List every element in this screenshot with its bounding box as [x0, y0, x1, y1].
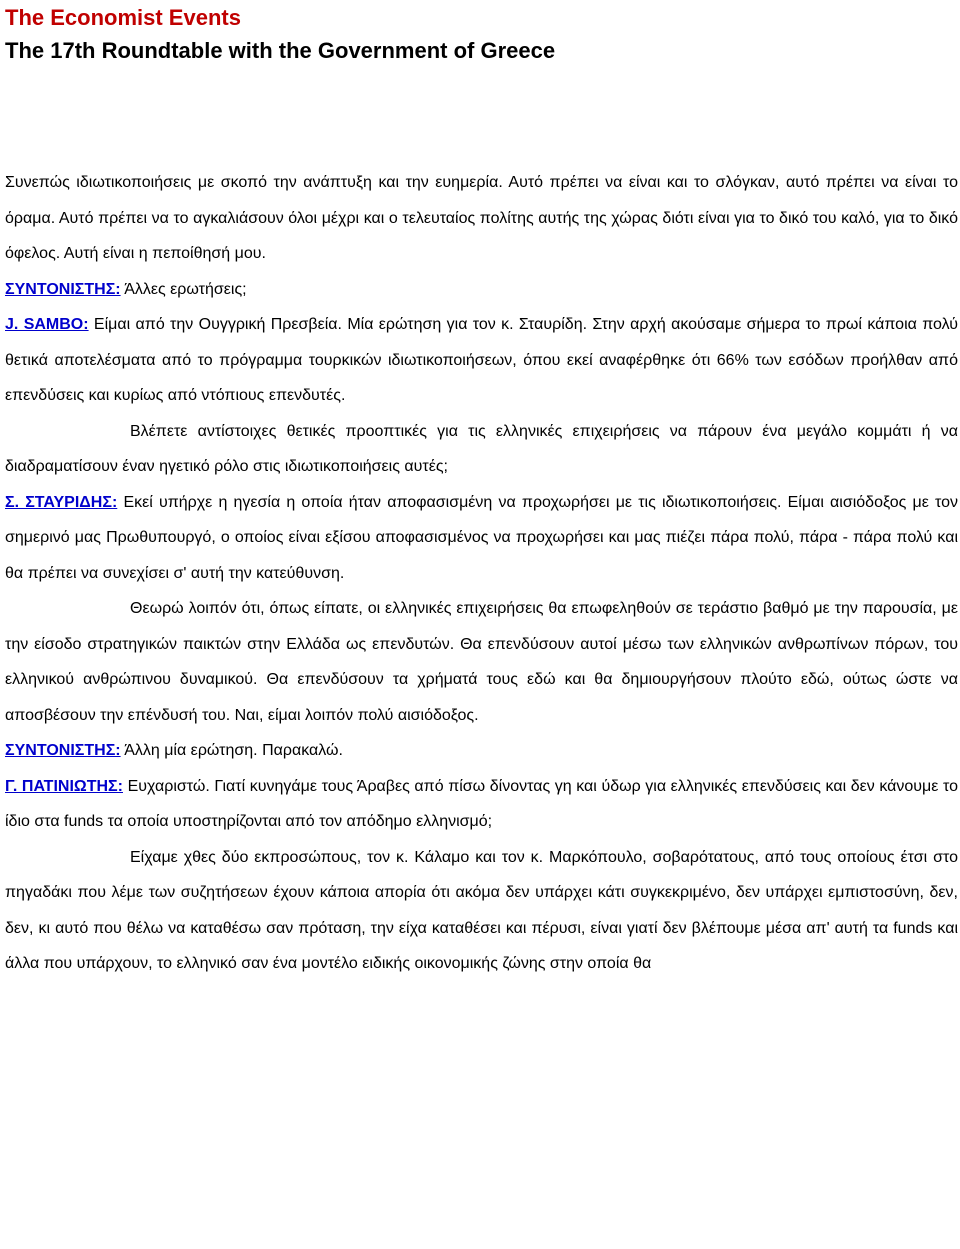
paragraph	[5, 272, 958, 308]
transcript-body	[5, 165, 958, 982]
paragraph-text: Ευχαριστώ. Γιατί κυνηγάμε τους Άραβες από πίσω δίνοντας γη και ύδωρ για ελληνικές επενδύσεις και δεν κάνουμε το ίδιο στα funds τα οποία υποστηρίζονται από τον απόδημο ελληνισμό;	[5, 777, 958, 830]
paragraph-text: Εκεί υπήρχε η ηγεσία η οποία ήταν αποφασισμένη να προχωρήσει με τις ιδιωτικοποιήσεις. Είμαι αισιόδοξος με τον σημερινό μας Πρωθυπουργό, ο οποίος είναι εξίσου αποφασισμένος να προχωρήσει και μας πιέζει πάρα πολύ, πάρα - πάρα πολύ και θα πρέπει να συνεχίσει σ' αυτή την κατεύθυνση.	[5, 493, 958, 582]
paragraph	[5, 733, 958, 769]
paragraph	[5, 769, 958, 840]
speaker-label: J. SAMBO:	[5, 316, 89, 333]
paragraph-text: Συνεπώς ιδιωτικοποιήσεις με σκοπό την ανάπτυξη και την ευημερία. Αυτό πρέπει να είναι και το σλόγκαν, αυτό πρέπει να είναι το όραμα. Αυτό πρέπει να το αγκαλιάσουν όλοι μέχρι και ο τελευταίος πολίτης αυτής της χώρας διότι είναι για το δικό του καλό, για το δικό όφελος. Αυτή είναι η πεποίθησή μου.	[5, 174, 958, 262]
paragraph	[5, 485, 958, 592]
speaker-label: ΣΥΝΤΟΝΙΣΤΗΣ:	[5, 280, 121, 298]
paragraph-text: Άλλη μία ερώτηση. Παρακαλώ.	[120, 742, 343, 759]
paragraph	[5, 165, 958, 272]
header-brand: The Economist Events	[5, 5, 241, 30]
paragraph	[5, 591, 958, 733]
paragraph	[5, 307, 958, 414]
document-header	[5, 3, 955, 69]
paragraph-text: Θεωρώ λοιπόν ότι, όπως είπατε, οι ελληνικές επιχειρήσεις θα επωφεληθούν σε τεράστιο βαθμό με την παρουσία, με την είσοδο στρατηγικών παικτών στην Ελλάδα ως επενδυτών. Θα επενδύσουν αυτοί μέσω των ελληνικών ανθρωπίνων πόρων, του ελληνικού ανθρώπινου δυναμικού. Θα επενδύσουν τα χρήματά τους εδώ και θα δημιουργήσουν πλούτο εδώ, ούτως ώστε να αποσβέσουν την επένδυσή του. Ναι, είμαι λοιπόν πολύ αισιόδοξος.	[5, 600, 958, 724]
paragraph-text: Είχαμε χθες δύο εκπροσώπους, τον κ. Κάλαμο και τον κ. Μαρκόπουλο, σοβαρότατους, από τους οποίους έτσι στο πηγαδάκι που λέμε των συζητήσεων έχουν κάποια απορία ότι ακόμα δεν υπάρχει κάτι συγκεκριμένο, δεν υπάρχει εμπιστοσύνη, δεν, δεν, κι αυτό που θέλω να καταθέσω σαν πρόταση, την είχα καταθέσει και πέρυσι, είναι γιατί δεν βλέπουμε μέσα απ' αυτή τα funds και άλλα που υπάρχουν, το ελληνικό σαν ένα μοντέλο ειδικής οικονομικής ζώνης στην οποία θα	[5, 848, 958, 972]
header-title: The 17th Roundtable with the Government of Greece	[5, 38, 556, 63]
speaker-label: Γ. ΠΑΤΙΝΙΩΤΗΣ:	[5, 777, 123, 795]
paragraph	[5, 414, 958, 485]
speaker-label: ΣΥΝΤΟΝΙΣΤΗΣ:	[5, 742, 121, 759]
paragraph-text: Είμαι από την Ουγγρική Πρεσβεία. Μία ερώτηση για τον κ. Σταυρίδη. Στην αρχή ακούσαμε σήμερα το πρωί κάποια πολύ θετικά αποτελέσματα από το πρόγραμμα τουρκικών ιδιωτικοποιήσεων, όπου εκεί αναφέρθηκε ότι 66% των εσόδων προήλθαν από επενδύσεις και κυρίως από ντόπιους επενδυτές.	[5, 316, 959, 404]
speaker-label: Σ. ΣΤΑΥΡΙΔΗΣ:	[5, 493, 118, 511]
paragraph-text: Άλλες ερωτήσεις;	[120, 280, 247, 298]
paragraph	[5, 840, 958, 982]
paragraph-text: Βλέπετε αντίστοιχες θετικές προοπτικές για τις ελληνικές επιχειρήσεις να πάρουν ένα μεγάλο κομμάτι ή να διαδραματίσουν έναν ηγετικό ρόλο στις ιδιωτικοποιήσεις αυτές;	[5, 422, 958, 475]
